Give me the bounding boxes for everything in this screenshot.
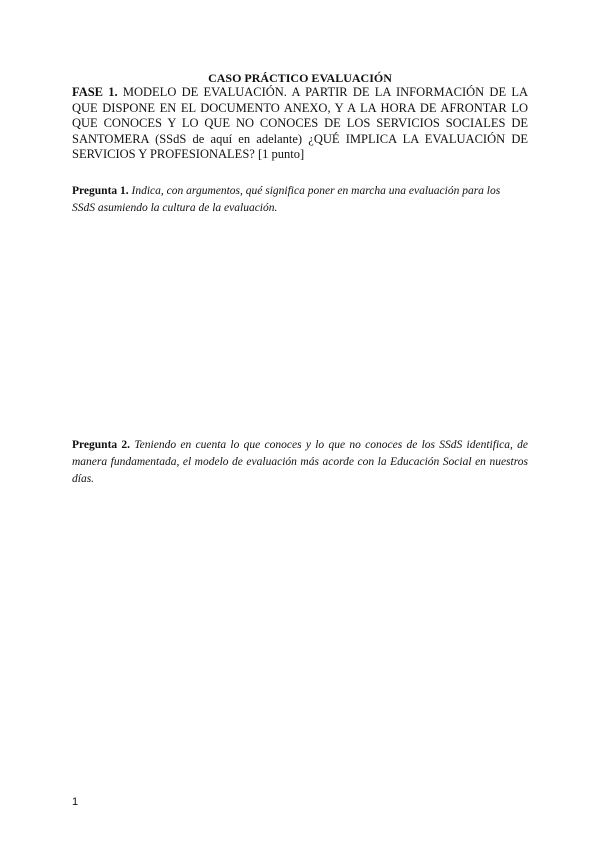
question-1-label: Pregunta 1. bbox=[72, 185, 129, 197]
phase-1-text: MODELO DE EVALUACIÓN. A PARTIR DE LA INFORMACIÓN DE LA QUE DISPONE EN EL DOCUMENTO ANEXO, Y A LA HORA DE AFRONTAR LO QUE CONOCES Y LO QUE NO CONOCES DE LOS SERVICIOS SOCIALES DE SANTOMERA (SSdS de aquí en adelante) ¿QUÉ IMPLICA LA EVALUACIÓN DE SERVICIOS Y PROFESIONALES? [1 punto] bbox=[72, 85, 528, 161]
question-2 bbox=[72, 437, 528, 488]
phase-1-label: FASE 1. bbox=[72, 85, 118, 99]
question-2-text: Teniendo en cuenta lo que conoces y lo que no conoces de los SSdS identifica, de manera fundamentada, el modelo de evaluación más acorde con la Educación Social en nuestros días. bbox=[72, 439, 529, 485]
question-1 bbox=[72, 183, 512, 217]
page-title: CASO PRÁCTICO EVALUACIÓN bbox=[208, 71, 392, 85]
question-2-label: Pregunta 2. bbox=[72, 439, 131, 451]
phase-1-paragraph bbox=[72, 85, 528, 163]
question-1-text: Indica, con argumentos, qué significa poner en marcha una evaluación para los SSdS asumiendo la cultura de la evaluación. bbox=[72, 185, 501, 214]
page-number: 1 bbox=[72, 796, 79, 808]
